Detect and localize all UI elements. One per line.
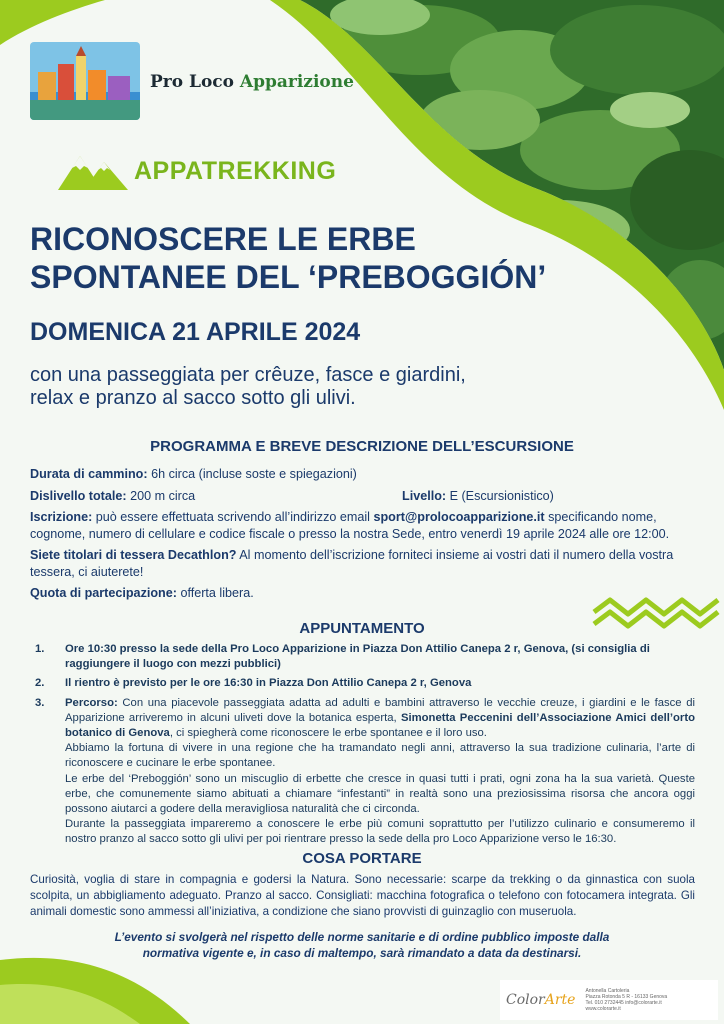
- brand-label: APPATREKKING: [134, 156, 337, 185]
- pro-loco-logo: [30, 42, 140, 120]
- appointment-heading: APPUNTAMENTO: [299, 620, 425, 637]
- decathlon-row: Siete titolari di tessera Decathlon? Al momento dell’iscrizione forniteci insieme ai vostri dati il numero della vostra tessera, ci aiuterete!: [30, 548, 674, 579]
- organization-name: Pro Loco Apparizione: [150, 72, 354, 92]
- duration-row: Durata di cammino: 6h circa (incluse soste e spiegazioni): [30, 467, 357, 481]
- list-item: 3. Percorso: Con una piacevole passeggiata adatta ad adulti e bambini attraverso le vecchie creuze, i giardini e le fasce di Apparizione arriveremo in alcuni uliveti dove la botanica esperta, Simonetta Peccenini dell’Associazione Amici dell’orto botanico di Genova, ci spiegherà come riconoscere le erbe spontanee e il loro uso. Abbiamo la fortuna di vivere in una regione che ha tramandato negli anni, attraverso la sua tradizione culinaria, l’arte di riconoscere e cucinare le erbe spontanee. Le erbe del ‘Preboggión’ sono un miscuglio di erbette che cresce in quasi tutti i prati, ogni zona ha la sua varietà. Queste erbe, che comunemente siamo abituati a chiamare “infestanti” in realtà sono una preziosissima risorsa che ancora oggi possono aiutarci a godere della meravigliosa naturalità che ci circonda. Durante la passeggiata impareremo a conoscere le erbe più comuni soprattutto per l’utilizzo culinario e consumeremo il nostro pranzo al sacco sotto gli ulivi per poi rientrare presso la sede della pro Loco Apparizione verso le 16:30.: [35, 696, 695, 846]
- program-heading: PROGRAMMA E BREVE DESCRIZIONE DELL’ESCURSIONE: [150, 438, 574, 455]
- registration-email[interactable]: sport@prolocoapparizione.it: [373, 510, 545, 524]
- program-details: [30, 466, 700, 602]
- elevation-row: Dislivello totale: 200 m circa Livello: E (Escursionistico): [30, 489, 554, 503]
- event-title: RICONOSCERE LE ERBE SPONTANEE DEL ‘PREBOGGIÓN’: [30, 221, 547, 295]
- list-item: 1. Ore 10:30 presso la sede della Pro Loco Apparizione in Piazza Don Attilio Canepa 2 r, Genova, (si consiglia di raggiungere il luogo con mezzi pubblici): [35, 643, 650, 671]
- list-item: 2. Il rientro è previsto per le ore 16:30 in Piazza Don Attilio Canepa 2 r, Genova: [35, 677, 472, 690]
- appatrekking-brand: [58, 152, 336, 190]
- final-note: L’evento si svolgerà nel rispetto delle norme sanitarie e di ordine pubblico imposte dalla normativa vigente e, in caso di maltempo, sarà rimandato a data da destinarsi.: [114, 930, 610, 960]
- sponsor-box: [500, 980, 718, 1020]
- bring-text: Curiosità, voglia di stare in compagnia e godersi la Natura. Sono necessarie: scarpe da trekking o da ginnastica con suola scolpita, un abbigliamento adeguato. Pranzo al sacco. Consigliati: macchina fotografica o telefono con fotocamera integrata. Gli animali domestic sono ammessi all’iniziativa, a condizione che siano provvisti di guinzaglio con museruola.: [30, 873, 695, 918]
- event-subtitle: con una passeggiata per crêuze, fasce e giardini, relax e pranzo al sacco sotto gli ulivi.: [30, 364, 466, 409]
- appointment-list: [35, 642, 695, 852]
- sponsor-logo: ColorArte: [506, 992, 576, 1008]
- registration-row: Iscrizione: può essere effettuata scrivendo all’indirizzo email sport@prolocoapparizione.it specificando nome, cognome, numero di cellulare e codice fiscale o presso la nostra Sede, entro venerdì 19 aprile 2024 alle ore 12:00.: [30, 510, 670, 541]
- mountain-icon: [58, 152, 128, 190]
- top-left-swoosh: [0, 0, 105, 45]
- event-date: DOMENICA 21 APRILE 2024: [30, 318, 361, 346]
- sponsor-info: Antonella Cartoleria Piazza Rotonda 5 R - 16133 Genova Tel. 010 2732445 info@colorarte.it www.colorarte.it: [585, 988, 668, 1012]
- bring-heading: COSA PORTARE: [302, 850, 422, 867]
- fee-row: Quota di partecipazione: offerta libera.: [30, 586, 254, 600]
